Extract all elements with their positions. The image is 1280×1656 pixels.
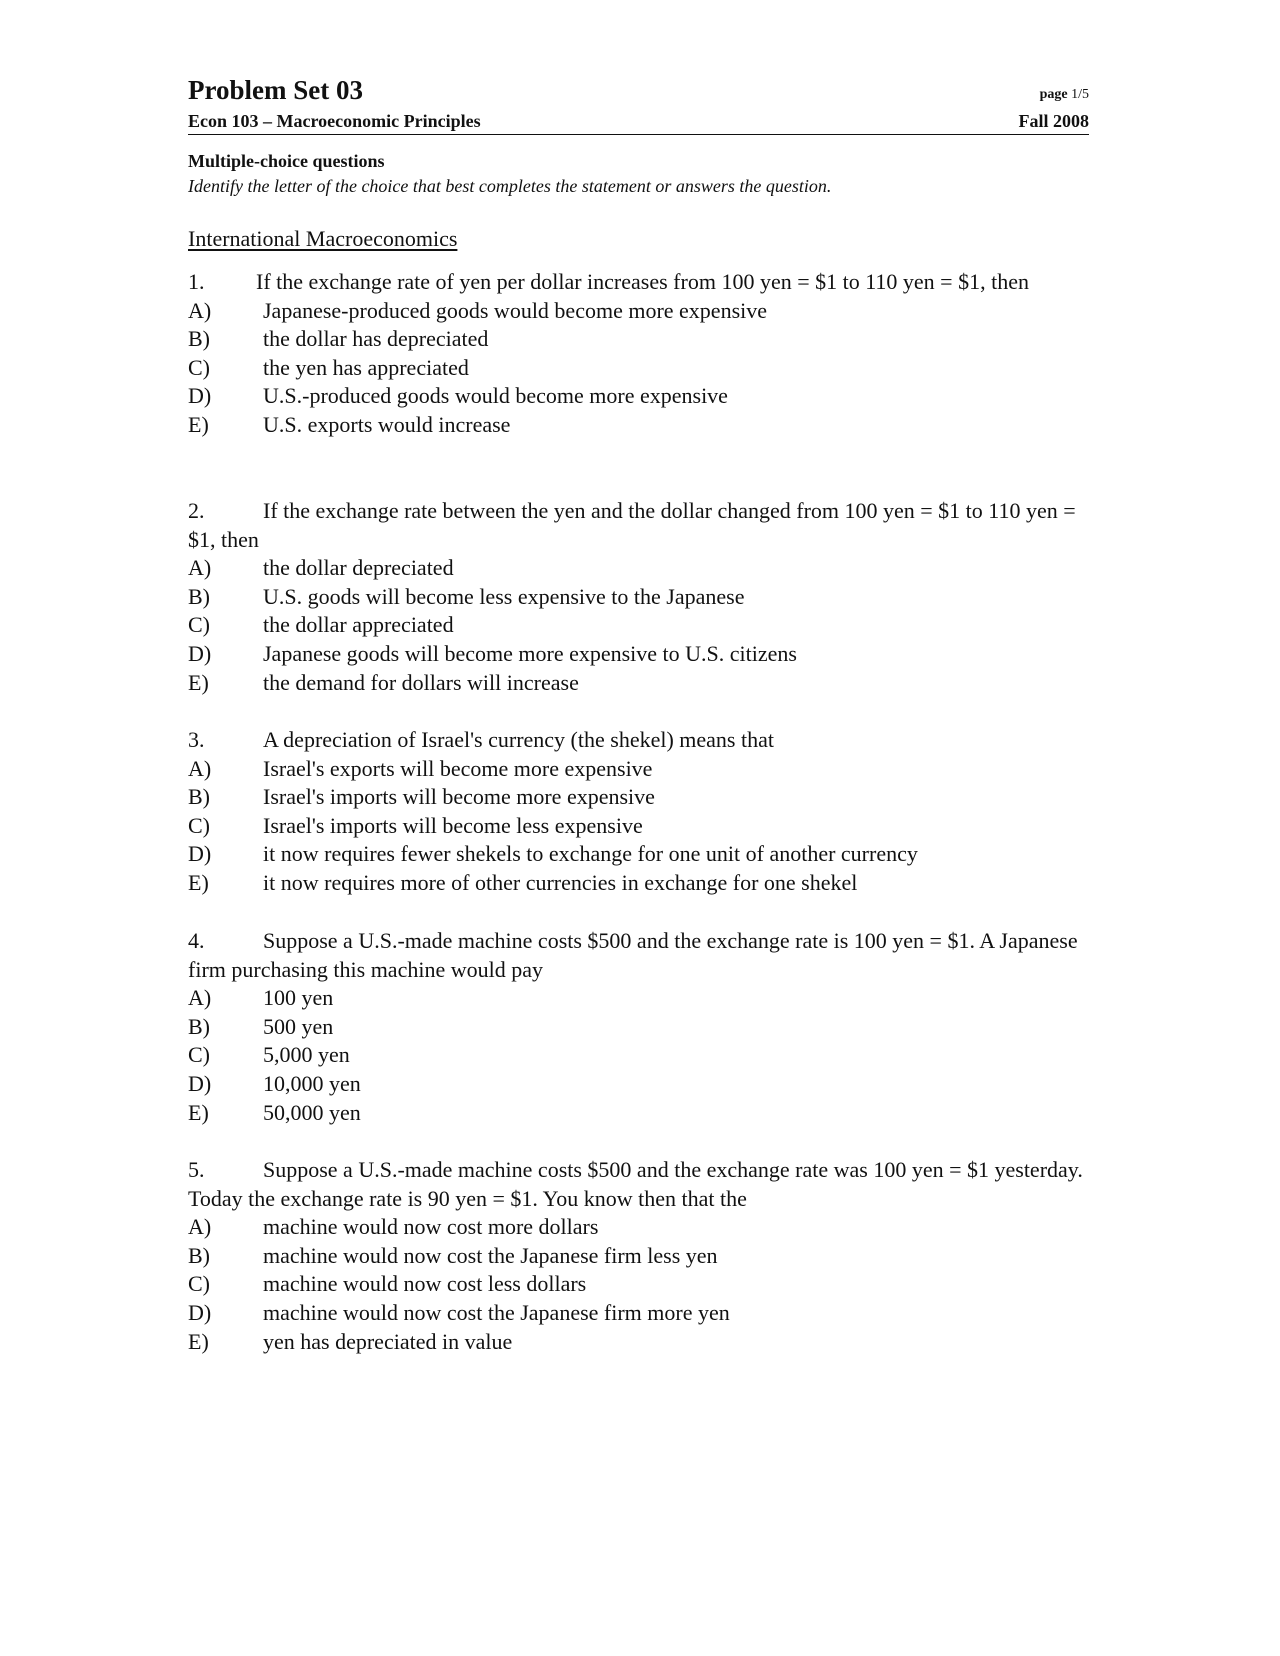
- answer-option: [188, 411, 1089, 440]
- option-text: Japanese goods will become more expensive to U.S. citizens: [263, 640, 797, 666]
- question-text: If the exchange rate of yen per dollar increases from 100 yen = $1 to 110 yen = $1, then: [256, 269, 1029, 294]
- answer-option: [188, 984, 1089, 1013]
- option-letter: C): [188, 1271, 210, 1297]
- option-text: the dollar has depreciated: [263, 326, 489, 352]
- option-text: 500 yen: [263, 1013, 334, 1039]
- option-text: 10,000 yen: [263, 1070, 361, 1096]
- answer-option: [188, 297, 1089, 326]
- answer-option: [188, 1270, 1089, 1299]
- answer-option: [188, 669, 1089, 698]
- option-text: it now requires more of other currencies in exchange for one shekel: [263, 869, 858, 895]
- answer-option: [188, 640, 1089, 669]
- answer-option: [188, 583, 1089, 612]
- question-3: [188, 726, 1089, 898]
- option-text: it now requires fewer shekels to exchange for one unit of another currency: [263, 841, 918, 867]
- question-number: 2.: [188, 498, 205, 523]
- option-text: 50,000 yen: [263, 1099, 361, 1125]
- instructions-heading: Multiple-choice questions: [188, 151, 385, 171]
- course-name: Econ 103 – Macroeconomic Principles: [188, 111, 481, 131]
- option-letter: B): [188, 784, 210, 810]
- question-text: If the exchange rate between the yen and the dollar changed from 100 yen = $1 to 110 yen = $1, then: [188, 498, 1076, 552]
- answer-option: [188, 354, 1089, 383]
- option-letter: B): [188, 583, 210, 609]
- option-text: machine would now cost the Japanese firm more yen: [263, 1299, 730, 1325]
- question-number: 3.: [188, 727, 205, 752]
- answer-option: [188, 1099, 1089, 1128]
- option-text: the dollar depreciated: [263, 555, 454, 581]
- page-number: 1/5: [1071, 87, 1089, 102]
- question-text: Suppose a U.S.-made machine costs $500 and the exchange rate is 100 yen = $1. A Japanese firm purchasing this machine would pay: [188, 928, 1078, 982]
- option-letter: A): [188, 1214, 212, 1240]
- answer-option: [188, 1041, 1089, 1070]
- option-letter: E): [188, 1099, 209, 1125]
- document-title: Problem Set 03: [188, 75, 363, 105]
- question-stem: [188, 268, 1089, 297]
- answer-option: [188, 1299, 1089, 1328]
- question-stem: [188, 726, 1089, 755]
- option-text: Israel's imports will become less expensive: [263, 812, 643, 838]
- option-letter: A): [188, 755, 212, 781]
- page-header: [188, 74, 1089, 135]
- question-text: Suppose a U.S.-made machine costs $500 and the exchange rate was 100 yen = $1 yesterday. Today the exchange rate is 90 yen = $1. You know then that the: [188, 1157, 1083, 1211]
- answer-option: [188, 325, 1089, 354]
- option-text: machine would now cost less dollars: [263, 1271, 587, 1297]
- option-text: the demand for dollars will increase: [263, 669, 579, 695]
- answer-option: [188, 382, 1089, 411]
- option-letter: C): [188, 812, 210, 838]
- option-text: machine would now cost the Japanese firm less yen: [263, 1242, 718, 1268]
- option-text: Israel's exports will become more expensive: [263, 755, 653, 781]
- option-text: 5,000 yen: [263, 1042, 350, 1068]
- question-stem: [188, 927, 1089, 984]
- answer-option: [188, 869, 1089, 898]
- answer-option: [188, 554, 1089, 583]
- answer-option: [188, 840, 1089, 869]
- option-letter: A): [188, 297, 212, 323]
- option-letter: E): [188, 669, 209, 695]
- question-number: 4.: [188, 928, 205, 953]
- option-letter: B): [188, 326, 210, 352]
- question-2: [188, 497, 1089, 697]
- option-text: 100 yen: [263, 985, 334, 1011]
- option-text: Japanese-produced goods would become more expensive: [263, 297, 768, 323]
- instructions-text: Identify the letter of the choice that best completes the statement or answers the question.: [188, 176, 832, 196]
- option-letter: C): [188, 612, 210, 638]
- question-text: A depreciation of Israel's currency (the shekel) means that: [263, 727, 774, 752]
- question-stem: [188, 1156, 1089, 1213]
- answer-option: [188, 1013, 1089, 1042]
- option-letter: C): [188, 1042, 210, 1068]
- option-letter: D): [188, 1070, 212, 1096]
- option-text: U.S. goods will become less expensive to the Japanese: [263, 583, 745, 609]
- option-text: Israel's imports will become more expensive: [263, 784, 655, 810]
- document-page: [188, 74, 1089, 1354]
- question-1: [188, 268, 1089, 440]
- page-indicator: [1040, 86, 1089, 104]
- question-4: [188, 927, 1089, 1127]
- option-letter: E): [188, 411, 209, 437]
- option-text: U.S.-produced goods would become more expensive: [263, 383, 728, 409]
- page-label: page: [1039, 87, 1068, 102]
- answer-option: [188, 755, 1089, 784]
- option-text: U.S. exports would increase: [263, 411, 511, 437]
- answer-option: [188, 1070, 1089, 1099]
- answer-option: [188, 1242, 1089, 1271]
- option-text: machine would now cost more dollars: [263, 1214, 599, 1240]
- term-label: Fall 2008: [1018, 111, 1089, 131]
- option-letter: B): [188, 1242, 210, 1268]
- option-letter: B): [188, 1013, 210, 1039]
- option-letter: D): [188, 1299, 212, 1325]
- option-letter: D): [188, 841, 212, 867]
- question-5: [188, 1156, 1089, 1356]
- question-number: 5.: [188, 1157, 205, 1182]
- answer-option: [188, 812, 1089, 841]
- answer-option: [188, 1328, 1089, 1357]
- option-letter: D): [188, 383, 212, 409]
- answer-option: [188, 1213, 1089, 1242]
- option-letter: C): [188, 354, 210, 380]
- question-number: 1.: [188, 269, 205, 294]
- question-stem: [188, 497, 1089, 554]
- option-text: yen has depreciated in value: [263, 1328, 513, 1354]
- option-text: the yen has appreciated: [263, 354, 469, 380]
- option-letter: E): [188, 869, 209, 895]
- section-title: International Macroeconomics: [188, 226, 458, 251]
- option-letter: A): [188, 985, 212, 1011]
- option-text: the dollar appreciated: [263, 612, 454, 638]
- answer-option: [188, 611, 1089, 640]
- option-letter: A): [188, 555, 212, 581]
- option-letter: D): [188, 640, 212, 666]
- answer-option: [188, 783, 1089, 812]
- option-letter: E): [188, 1328, 209, 1354]
